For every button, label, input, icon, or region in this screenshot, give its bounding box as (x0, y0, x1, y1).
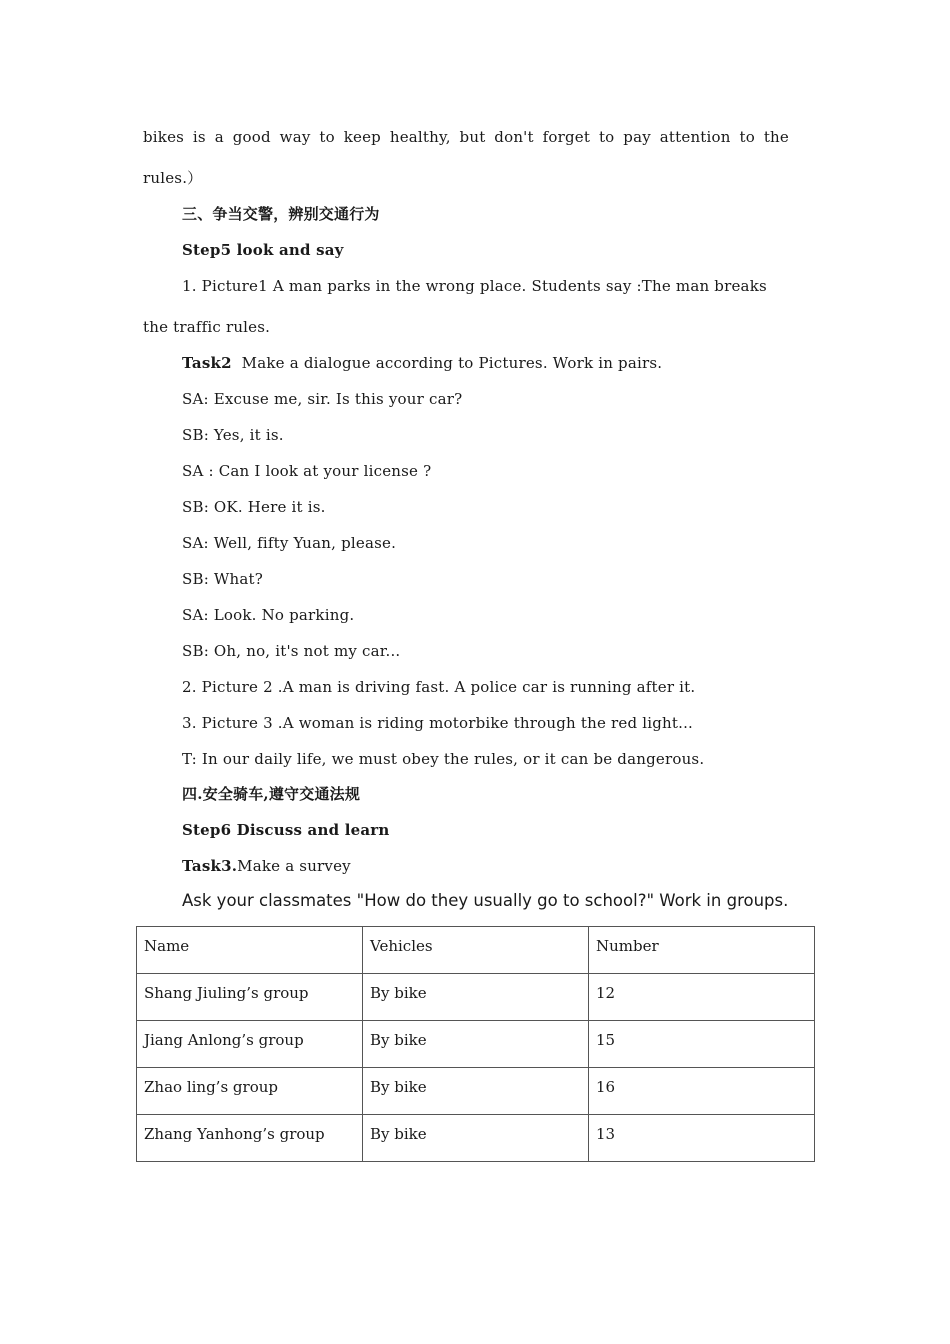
table-cell: Zhang Yanhong’s group (137, 1115, 363, 1162)
dialogue-line: SA: Excuse me, sir. Is this your car? (182, 390, 463, 408)
section-heading-4: 四.安全骑车,遵守交通法规 (182, 785, 361, 803)
task2-label: Task2 (182, 354, 232, 372)
table-cell: 15 (589, 1021, 815, 1068)
picture2-text: 2. Picture 2 .A man is driving fast. A police car is running after it. (182, 678, 696, 696)
table-cell: By bike (363, 974, 589, 1021)
task3-text: Make a survey (237, 857, 351, 875)
dialogue-line: SB: What? (182, 570, 264, 588)
table-cell: By bike (363, 1021, 589, 1068)
step5-heading: Step5 look and say (182, 241, 344, 259)
step6-heading: Step6 Discuss and learn (182, 821, 390, 839)
dialogue-line: SA: Look. No parking. (182, 606, 355, 624)
table-cell: Jiang Anlong’s group (137, 1021, 363, 1068)
table-cell: 13 (589, 1115, 815, 1162)
table-header-cell: Vehicles (363, 927, 589, 974)
picture3-text: 3. Picture 3 .A woman is riding motorbike through the red light... (182, 714, 694, 732)
paragraph-line: rules.） (143, 169, 203, 187)
table-header-row (137, 927, 815, 974)
teacher-text: T: In our daily life, we must obey the rules, or it can be dangerous. (182, 750, 705, 768)
section-heading-3: 三、争当交警，辨别交通行为 (182, 205, 380, 223)
table-header-cell: Number (589, 927, 815, 974)
table-row (137, 1115, 815, 1162)
task2-line (182, 353, 662, 373)
paragraph-line: bikes is a good way to keep healthy, but don't forget to pay attention to the (143, 128, 789, 146)
table-cell: Zhao ling’s group (137, 1068, 363, 1115)
dialogue-line: SB: Yes, it is. (182, 426, 284, 444)
picture1-text-cont: the traffic rules. (143, 318, 271, 336)
table-row (137, 1068, 815, 1115)
table-cell: 16 (589, 1068, 815, 1115)
task2-text: Make a dialogue according to Pictures. Work in pairs. (231, 354, 663, 372)
dialogue-line: SB: OK. Here it is. (182, 498, 326, 516)
table-cell: Shang Jiuling’s group (137, 974, 363, 1021)
dialogue-line: SA: Well, fifty Yuan, please. (182, 534, 397, 552)
table-cell: By bike (363, 1115, 589, 1162)
survey-prompt: Ask your classmates "How do they usually go to school?" Work in groups. (182, 891, 789, 910)
task3-line (182, 856, 351, 876)
dialogue-line: SA : Can I look at your license ? (182, 462, 432, 480)
task3-label: Task3. (182, 857, 238, 875)
survey-table (136, 926, 815, 1162)
table-row (137, 1021, 815, 1068)
picture1-text: 1. Picture1 A man parks in the wrong place. Students say :The man breaks (182, 277, 767, 295)
table-row (137, 974, 815, 1021)
table-cell: By bike (363, 1068, 589, 1115)
table-cell: 12 (589, 974, 815, 1021)
dialogue-line: SB: Oh, no, it's not my car... (182, 642, 401, 660)
table-header-cell: Name (137, 927, 363, 974)
